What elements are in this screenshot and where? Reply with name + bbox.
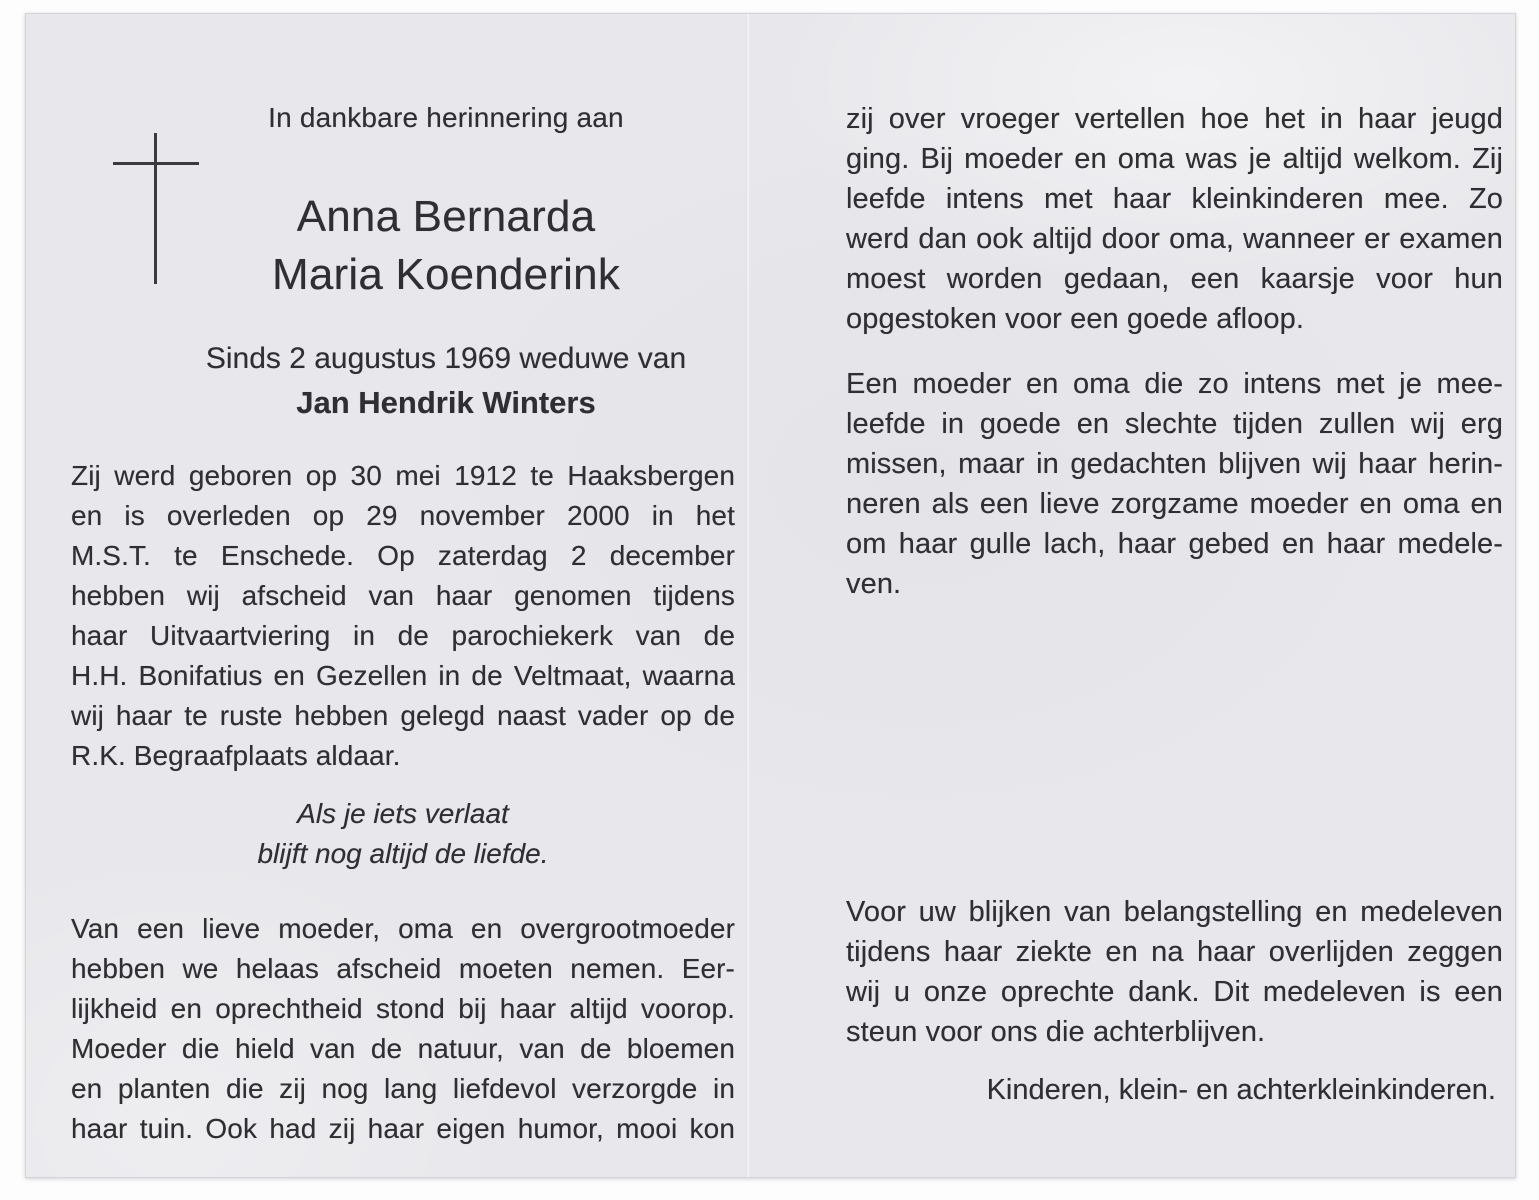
memorial-card [25, 13, 1516, 1178]
remembrance-paragraph [846, 364, 1503, 604]
text-line: zij over vroeger vertellen hoe het in haar jeugd [846, 103, 1503, 135]
text-line: Voor uw blijken van belangstelling en medeleven [846, 896, 1503, 928]
biography-paragraph [71, 456, 735, 776]
dedication-text: In dankbare herinnering aan [268, 102, 624, 133]
text-line: en is overleden op 29 november 2000 in het [71, 500, 735, 531]
tribute-paragraph [71, 909, 735, 1149]
text-line: ging. Bij moeder en oma was je altijd welkom. Zij [846, 143, 1503, 175]
deceased-name-line-2: Maria Koenderink [271, 250, 621, 299]
text-line: Moeder die hield van de natuur, van de bloemen [71, 1033, 735, 1064]
text-line: neren als een lieve zorgzame moeder en oma en [846, 488, 1503, 520]
text-line: Een moeder en oma die zo intens met je mee- [846, 368, 1503, 400]
text-line: Zij werd geboren op 30 mei 1912 te Haaksbergen [71, 460, 735, 491]
deceased-name [141, 188, 751, 304]
cross-horizontal-bar [113, 162, 199, 165]
text-line: leefde in goede en slechte tijden zullen wij erg [846, 408, 1503, 440]
continuation-paragraph [846, 99, 1503, 339]
text-line: opgestoken voor een goede afloop. [846, 303, 1304, 335]
text-line: tijdens haar ziekte en na haar overlijden zeggen [846, 936, 1503, 968]
text-line: om haar gulle lach, haar gebed en haar medele- [846, 528, 1503, 560]
text-line: missen, maar in gedachten blijven wij haar herin- [846, 448, 1503, 480]
text-line: lijkheid en oprechtheid stond bij haar altijd voorop. [71, 993, 735, 1024]
text-line: haar tuin. Ook had zij haar eigen humor, mooi kon [71, 1113, 735, 1144]
signature-line: Kinderen, klein- en achterkleinkinderen. [986, 1074, 1496, 1106]
thanks-paragraph [846, 892, 1503, 1052]
text-line: moest worden gedaan, een kaarsje voor hun [846, 263, 1503, 295]
verse-line: Als je iets verlaat [297, 798, 509, 829]
text-line: H.H. Bonifatius en Gezellen in de Veltmaat, waarna [71, 660, 735, 691]
text-line: haar Uitvaartviering in de parochiekerk van de [71, 620, 735, 651]
text-line: leefde intens met haar kleinkinderen mee. Zo [846, 183, 1503, 215]
deceased-name-line-1: Anna Bernarda [296, 192, 596, 241]
text-line: hebben we helaas afscheid moeten nemen. Eer- [71, 953, 735, 984]
text-line: werd dan ook altijd door oma, wanneer er examen [846, 223, 1503, 255]
widow-line: Sinds 2 augustus 1969 weduwe van [205, 342, 687, 375]
text-line: wij u onze oprechte dank. Dit medeleven is een [846, 976, 1503, 1008]
text-line: R.K. Begraafplaats aldaar. [71, 740, 401, 771]
husband-name: Jan Hendrik Winters [296, 385, 596, 420]
text-line: steun voor ons die achterblijven. [846, 1016, 1266, 1048]
text-line: M.S.T. te Enschede. Op zaterdag 2 december [71, 540, 735, 571]
text-line: hebben wij afscheid van haar genomen tijdens [71, 580, 735, 611]
text-line: en planten die zij nog lang liefdevol verzorgde in [71, 1073, 735, 1104]
text-line: wij haar te ruste hebben gelegd naast vader op de [71, 700, 735, 731]
memorial-verse [71, 794, 735, 874]
text-line: Van een lieve moeder, oma en overgrootmoeder [71, 913, 735, 944]
text-line: ven. [846, 568, 902, 600]
verse-line: blijft nog altijd de liefde. [257, 838, 549, 869]
